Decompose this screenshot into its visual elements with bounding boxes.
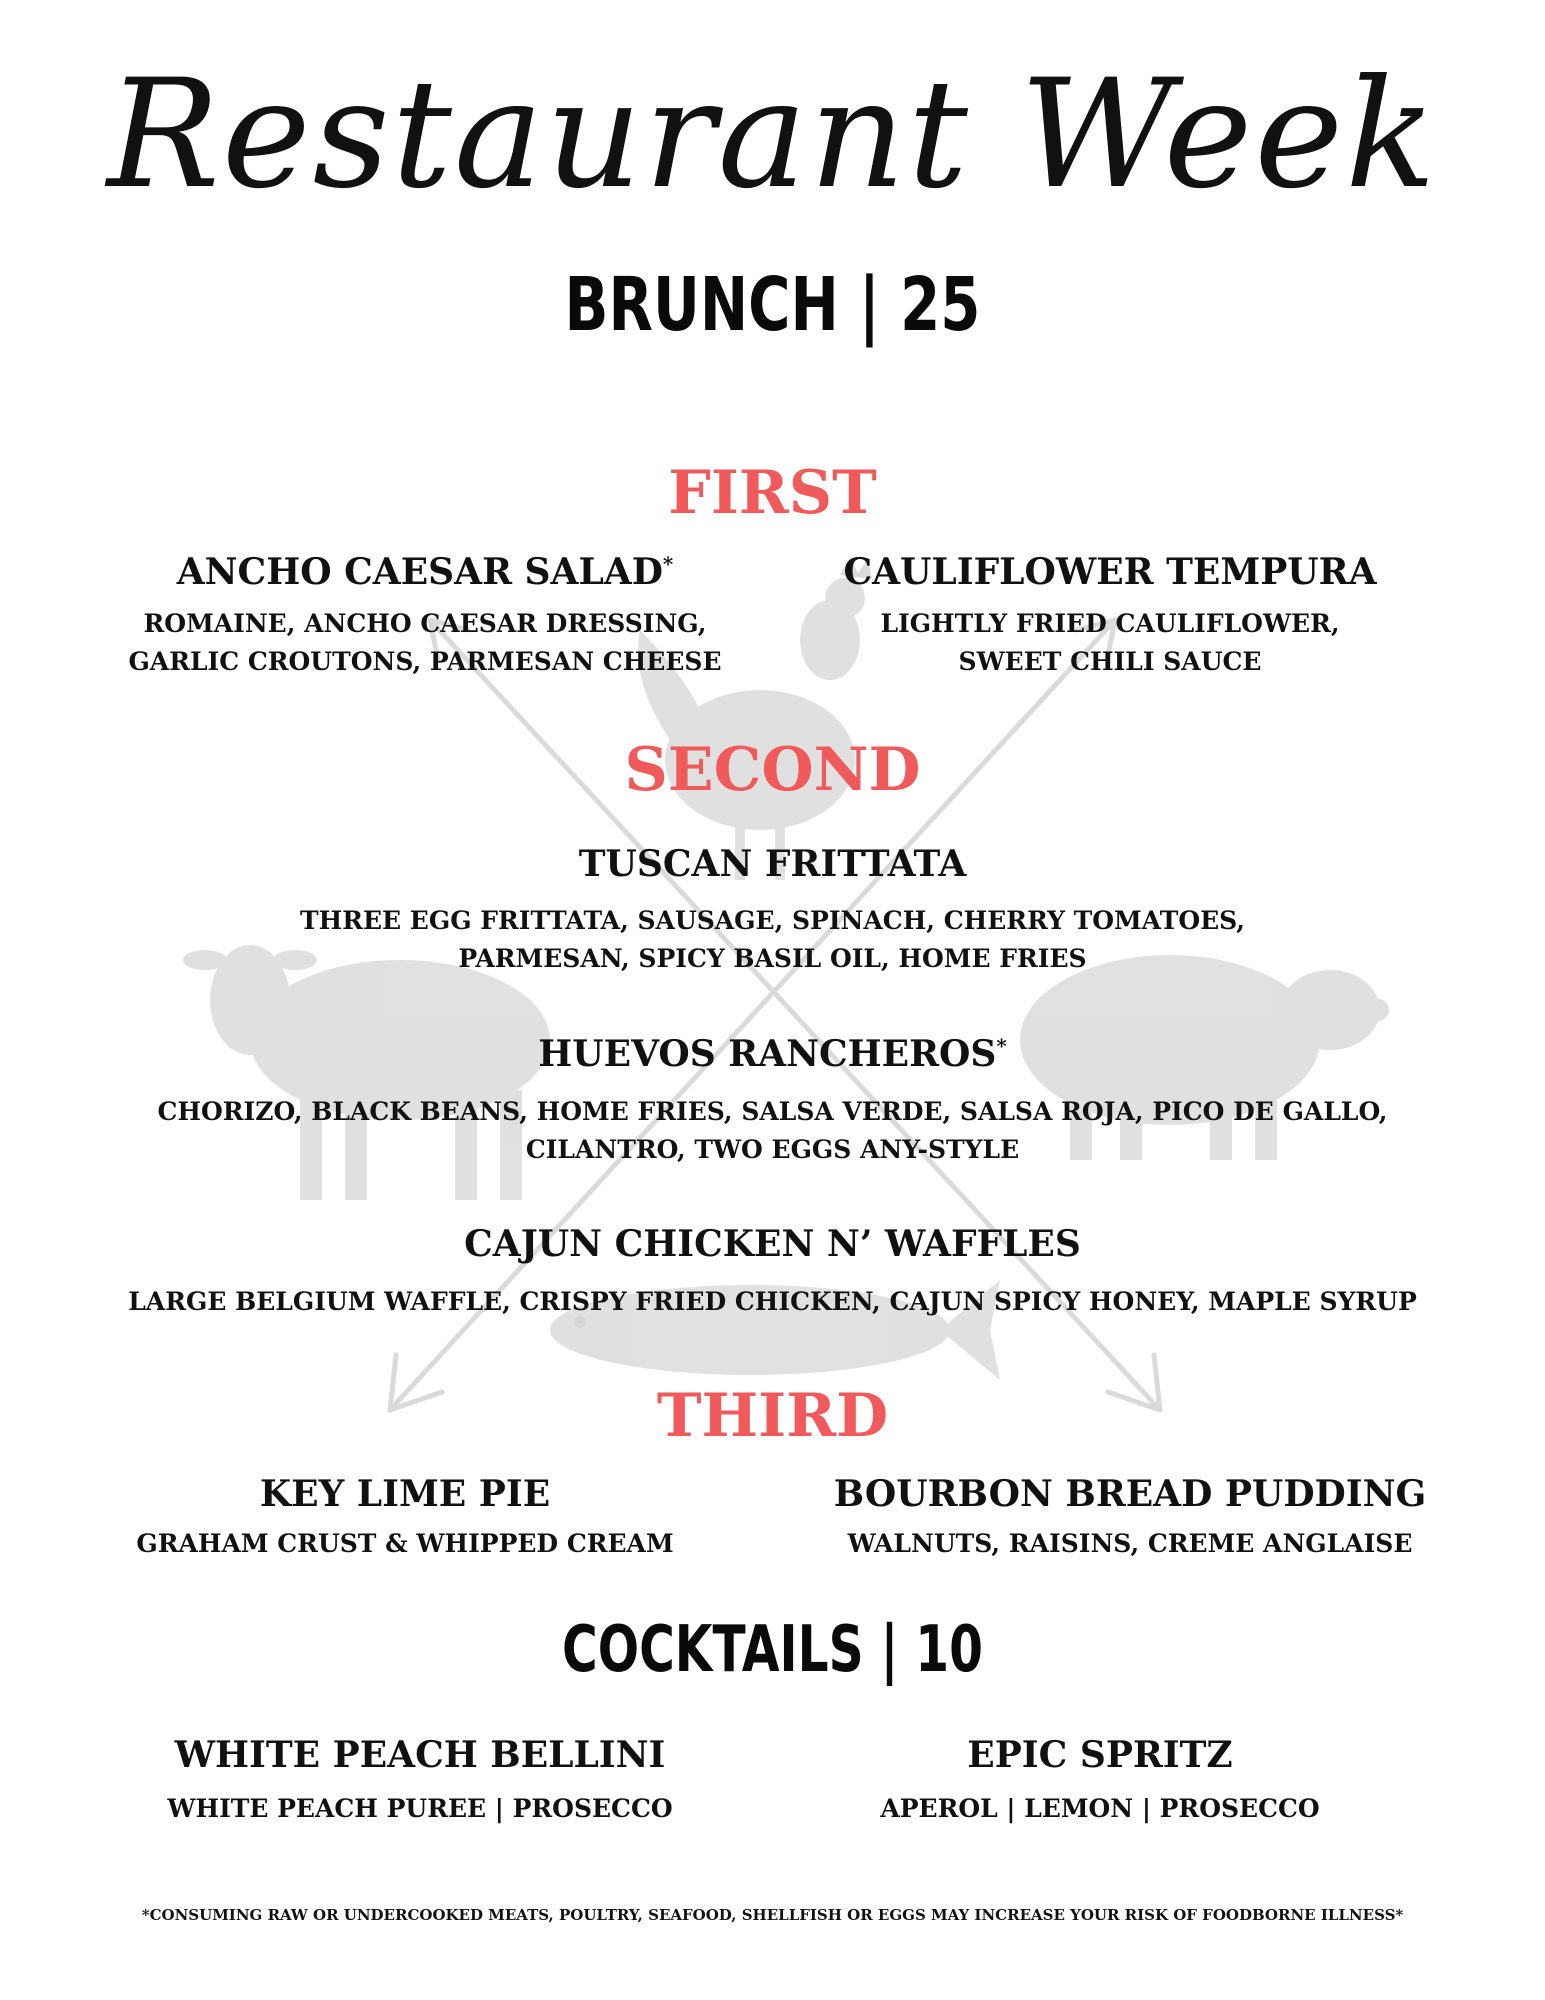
desc-line: WALNUTS, RAISINS, CREME ANGLAISE — [847, 1529, 1413, 1558]
desc-line: LIGHTLY FRIED CAULIFLOWER, — [880, 609, 1340, 638]
desc-line: CHORIZO, BLACK BEANS, HOME FRIES, SALSA VERDE, SALSA ROJA, PICO DE GALLO, — [157, 1097, 1388, 1126]
item-desc-key-lime-pie — [100, 1525, 710, 1563]
section-heading-third: THIRD — [656, 1381, 889, 1451]
item-desc-white-peach-bellini — [100, 1790, 740, 1828]
item-bourbon-bread-pudding: BOURBON BREAD PUDDING — [833, 1473, 1427, 1515]
desc-line: GARLIC CROUTONS, PARMESAN CHEESE — [128, 647, 722, 676]
item-desc-ancho-caesar-salad — [100, 605, 750, 681]
desc-line: THREE EGG FRITTATA, SAUSAGE, SPINACH, CHERRY TOMATOES, — [299, 906, 1246, 935]
item-cajun-chicken-waffles: CAJUN CHICKEN N’ WAFFLES — [464, 1223, 1081, 1265]
section-heading-first: FIRST — [668, 458, 877, 528]
desc-line: GRAHAM CRUST & WHIPPED CREAM — [136, 1529, 674, 1558]
raw-consumption-marker: * — [996, 1034, 1007, 1058]
item-ancho-caesar-salad — [100, 553, 750, 593]
desc-line: SWEET CHILI SAUCE — [958, 647, 1262, 676]
item-desc-epic-spritz — [800, 1790, 1400, 1828]
cocktails-price-heading: COCKTAILS | 10 — [562, 1613, 983, 1687]
raw-consumption-marker: * — [662, 552, 674, 576]
item-key-lime-pie: KEY LIME PIE — [259, 1473, 551, 1515]
brunch-price-heading: BRUNCH | 25 — [564, 262, 981, 348]
item-desc-tuscan-frittata — [0, 902, 1545, 978]
section-heading-second: SECOND — [624, 735, 921, 805]
item-epic-spritz: EPIC SPRITZ — [967, 1734, 1233, 1776]
desc-line: ROMAINE, ANCHO CAESAR DRESSING, — [143, 609, 707, 638]
foodborne-illness-disclaimer: *CONSUMING RAW OR UNDERCOOKED MEATS, POULTRY, SEAFOOD, SHELLFISH OR EGGS MAY INCREASE YOUR RISK OF FOODBORNE ILLNESS* — [141, 1906, 1404, 1924]
item-tuscan-frittata: TUSCAN FRITTATA — [578, 843, 967, 885]
desc-line: APEROL | LEMON | PROSECCO — [880, 1794, 1320, 1823]
item-white-peach-bellini: WHITE PEACH BELLINI — [174, 1734, 666, 1776]
item-desc-huevos-rancheros — [0, 1093, 1545, 1169]
item-name-text: ANCHO CAESAR SALAD — [176, 551, 663, 593]
item-cauliflower-tempura: CAULIFLOWER TEMPURA — [843, 551, 1377, 593]
item-name-text: HUEVOS RANCHEROS — [538, 1033, 997, 1075]
desc-line: PARMESAN, SPICY BASIL OIL, HOME FRIES — [458, 944, 1087, 973]
item-desc-cajun-chicken-waffles — [0, 1283, 1545, 1321]
item-desc-cauliflower-tempura — [800, 605, 1420, 681]
desc-line: WHITE PEACH PUREE | PROSECCO — [167, 1794, 673, 1823]
desc-line: LARGE BELGIUM WAFFLE, CRISPY FRIED CHICKEN, CAJUN SPICY HONEY, MAPLE SYRUP — [128, 1287, 1417, 1316]
item-huevos-rancheros — [0, 1035, 1545, 1075]
item-desc-bourbon-bread-pudding — [800, 1525, 1460, 1563]
desc-line: CILANTRO, TWO EGGS ANY-STYLE — [525, 1135, 1020, 1164]
restaurant-week-title: Restaurant Week — [106, 48, 1439, 222]
